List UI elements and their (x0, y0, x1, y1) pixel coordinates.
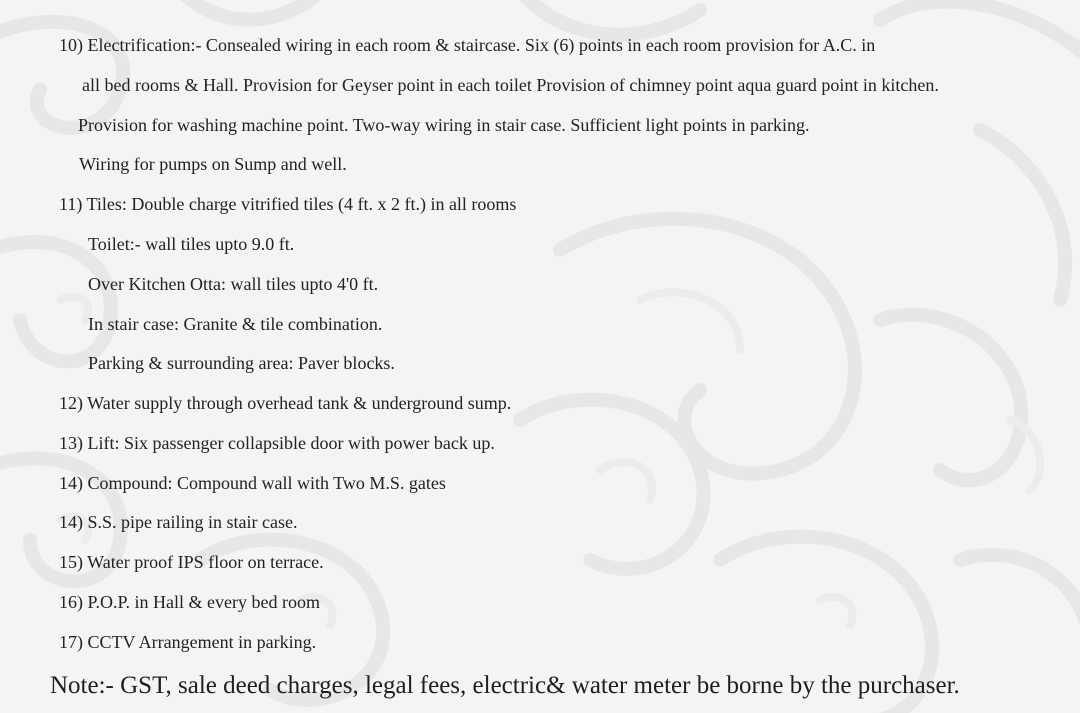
purchaser-note: Note:- GST, sale deed charges, legal fees, electric& water meter be borne by the purchaser. (50, 672, 960, 699)
spec-item-11-parking: Parking & surrounding area: Paver blocks. (88, 353, 395, 373)
spec-item-11-tiles: 11) Tiles: Double charge vitrified tiles (4 ft. x 2 ft.) in all rooms (59, 194, 517, 214)
spec-item-13-lift: 13) Lift: Six passenger collapsible door with power back up. (59, 433, 495, 453)
spec-item-14-compound: 14) Compound: Compound wall with Two M.S. gates (59, 473, 446, 493)
spec-item-10-electrification: 10) Electrification:- Consealed wiring in each room & staircase. Six (6) points in each room provision for A.C. in (59, 35, 876, 55)
spec-item-11-stair-case: In stair case: Granite & tile combination. (88, 314, 383, 334)
spec-item-11-toilet: Toilet:- wall tiles upto 9.0 ft. (88, 234, 295, 254)
spec-item-10-line-4: Wiring for pumps on Sump and well. (79, 154, 347, 174)
spec-item-12-water-supply: 12) Water supply through overhead tank & underground sump. (59, 393, 512, 413)
spec-item-11-kitchen: Over Kitchen Otta: wall tiles upto 4'0 ft. (88, 274, 379, 294)
spec-item-14-pipe-railing: 14) S.S. pipe railing in stair case. (59, 512, 298, 532)
spec-item-10-line-3: Provision for washing machine point. Two-way wiring in stair case. Sufficient light points in parking. (78, 115, 810, 135)
spec-item-16-pop: 16) P.O.P. in Hall & every bed room (59, 592, 320, 612)
spec-item-10-line-2: all bed rooms & Hall. Provision for Geyser point in each toilet Provision of chimney point aqua guard point in kitchen. (82, 75, 939, 95)
spec-item-17-cctv: 17) CCTV Arrangement in parking. (59, 632, 317, 652)
spec-item-15-terrace: 15) Water proof IPS floor on terrace. (59, 552, 324, 572)
